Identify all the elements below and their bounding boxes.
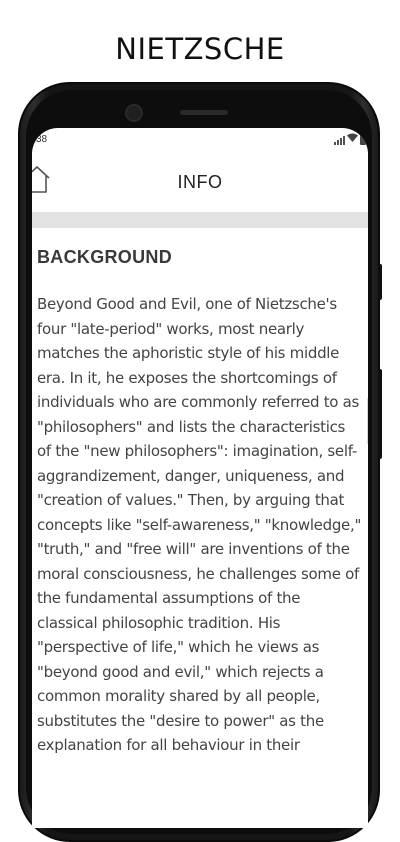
signal-icon [334,136,345,145]
side-button-lower [378,369,382,459]
article-body: Beyond Good and Evil, one of Nietzsche's four "late-period" works, most nearly matches the aphoristic style of his middle era. In it, he exposes the shortcomings of individuals who are commonly referred to as "philosophers" and lists the characteristics of the "new philosophers": imagination, self-aggrandizement, danger, uniqueness, and "creation of values." Then, by arguing that concepts like "self-awareness," "knowledge," "truth," and "free will" are inventions of the moral consciousness, he challenges some of the fundamental assumptions of the classical philosophic tradition. His "perspective of life," which he views as "beyond good and evil," which rejects a common morality shared by all people, substitutes the "desire to power" as the explanation for all behaviour in their [37,295,362,754]
header-divider [32,212,368,228]
status-icons [334,133,366,145]
battery-icon [360,135,366,145]
app-bar [32,152,368,213]
earpiece-speaker [180,110,228,115]
wifi-icon [347,133,358,145]
scroll-indicator[interactable] [367,398,368,444]
status-time: 38 [36,134,48,145]
front-camera [125,104,143,122]
app-bar-title: INFO [177,172,223,192]
status-bar [32,128,368,152]
phone-screen [32,128,368,828]
side-button-upper [378,264,382,300]
section-heading: BACKGROUND [37,247,172,267]
promo-title: NIETZSCHE [115,32,285,66]
article-content [37,228,363,758]
